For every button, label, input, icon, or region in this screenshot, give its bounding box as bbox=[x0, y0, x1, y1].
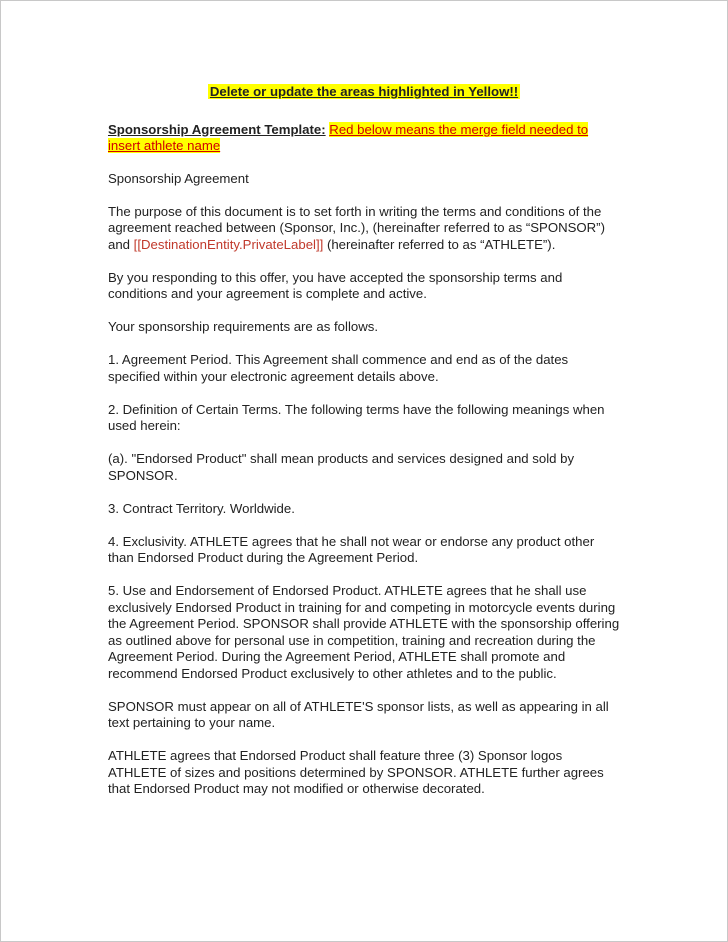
document-title: Sponsorship Agreement bbox=[108, 170, 249, 186]
instruction-banner bbox=[108, 84, 620, 101]
purpose-paragraph bbox=[108, 204, 620, 254]
purpose-text-1: The purpose of this document is to set forth in writing the terms and conditions of the agreement reached between (Sponsor, Inc.), (hereinafter referred to as “SPONSOR”) and bbox=[108, 203, 605, 252]
paragraph-logos: ATHLETE agrees that Endorsed Product shall feature three (3) Sponsor logos ATHLETE of sizes and positions determined by SPONSOR. ATHLETE further agrees that Endorsed Product may not modified or otherwise decorated. bbox=[108, 748, 604, 796]
banner-text: Delete or update the areas highlighted in Yellow!! bbox=[209, 84, 519, 99]
clause-agreement-period: 1. Agreement Period. This Agreement shall commence and end as of the dates specified within your electronic agreement details above. bbox=[108, 352, 569, 384]
template-label: Sponsorship Agreement Template: bbox=[108, 121, 326, 137]
template-heading bbox=[108, 122, 620, 155]
template-note: Red below means the merge field needed to insert athlete name bbox=[108, 121, 589, 153]
clause-use-endorsement: 5. Use and Endorsement of Endorsed Product. ATHLETE agrees that he shall use exclusively Endorsed Product in training for and competing in motorcycle events during the Agreement Period. SPONSOR shall provide ATHLETE with the sponsorship offering as outlined above for personal use in competition, training and recreation during the Agreement Period. During the Agreement Period, ATHLETE shall promote and recommend Endorsed Product exclusively to other athletes and to the public. bbox=[108, 583, 620, 681]
document-body bbox=[108, 84, 620, 814]
purpose-text-2: (hereinafter referred to as “ATHLETE”). bbox=[323, 236, 556, 252]
merge-field: [[DestinationEntity.PrivateLabel]] bbox=[133, 236, 324, 252]
clause-exclusivity: 4. Exclusivity. ATHLETE agrees that he shall not wear or endorse any product other than Endorsed Product during the Agreement Period. bbox=[108, 533, 595, 565]
clause-territory: 3. Contract Territory. Worldwide. bbox=[108, 500, 295, 516]
clause-definitions: 2. Definition of Certain Terms. The following terms have the following meanings when used herein: bbox=[108, 401, 605, 433]
clause-endorsed-product: (a). "Endorsed Product" shall mean products and services designed and sold by SPONSOR. bbox=[108, 451, 575, 483]
paragraph-sponsor-lists: SPONSOR must appear on all of ATHLETE'S sponsor lists, as well as appearing in all text pertaining to your name. bbox=[108, 698, 609, 730]
paragraph-requirements: Your sponsorship requirements are as follows. bbox=[108, 319, 378, 334]
paragraph-acceptance: By you responding to this offer, you have accepted the sponsorship terms and conditions and your agreement is complete and active. bbox=[108, 269, 563, 301]
